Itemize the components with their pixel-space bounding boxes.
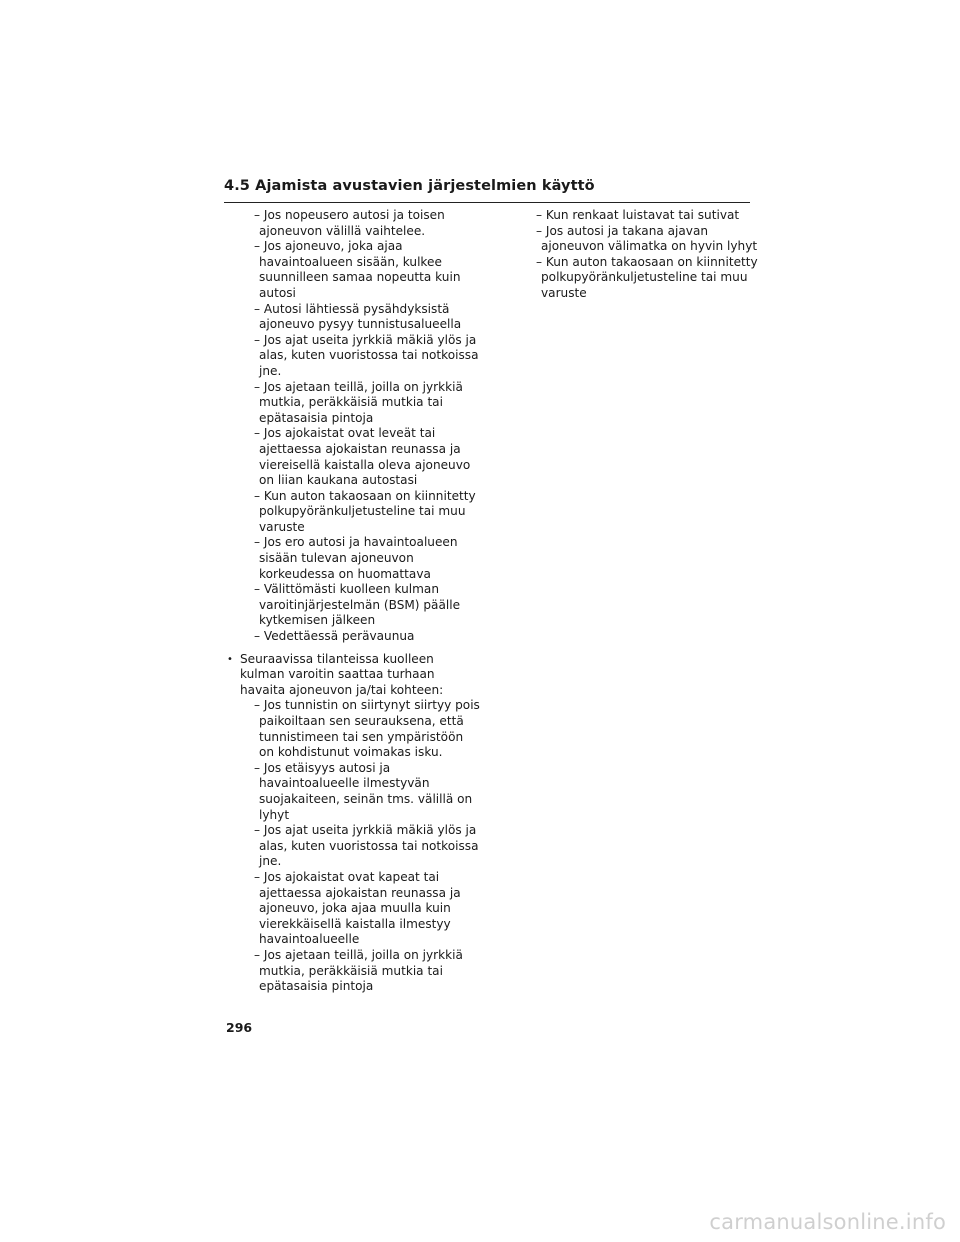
list-item-line: ajoneuvon välimatka on hyvin lyhyt [541,239,758,254]
list-item-line: ajoneuvo, joka ajaa muulla kuin [259,901,451,916]
list-item-line: ajoneuvo pysyy tunnistusalueella [259,317,462,332]
list-item-line: havaintoalueelle [259,932,360,947]
right-column [524,208,758,302]
dash-list-item [524,208,754,224]
list-item-line: suojakaiteen, seinän tms. välillä on [259,791,473,806]
list-item-line: varuste [541,285,587,300]
list-item-line: – Jos etäisyys autosi ja [254,760,391,775]
dash-list-item [242,823,479,870]
page-number: 296 [226,1020,253,1035]
list-item-line: korkeudessa on huomattava [259,566,431,581]
dash-list-item [524,223,758,255]
list-item-line: ajoneuvon välillä vaihtelee. [259,223,426,238]
list-item-line: – Jos ajat useita jyrkkiä mäkiä ylös ja [254,332,477,347]
list-item-line: – Jos ajoneuvo, joka ajaa [254,239,403,254]
list-item-line: on liian kaukana autostasi [259,473,418,488]
list-item-line: jne. [259,854,282,869]
watermark-text: carmanualsonline.info [709,1210,946,1234]
dash-list-item [242,489,476,536]
list-item-line: polkupyöränkuljetusteline tai muu [259,504,466,519]
list-item-line: autosi [259,285,296,300]
list-item-line: on kohdistunut voimakas isku. [259,745,443,760]
list-item-line: polkupyöränkuljetusteline tai muu [541,270,748,285]
list-item-line: varoitinjärjestelmän (BSM) päälle [259,597,461,612]
list-item-line: – Jos tunnistin on siirtynyt siirtyy pois [254,698,480,713]
list-item-line: sisään tulevan ajoneuvon [259,551,414,566]
left-column [226,208,480,995]
list-item-line: – Välittömästi kuolleen kulman [254,582,439,597]
list-item-line: – Jos ajetaan teillä, joilla on jyrkkiä [254,379,463,394]
dash-list-item [242,302,476,333]
bullet-line: kulman varoitin saattaa turhaan [240,667,435,682]
list-item-line: – Autosi lähtiessä pysähdyksistä [254,301,450,316]
bullet-sub-list [226,698,480,994]
section-header [224,178,750,203]
dash-list-item [242,582,476,629]
bullet-icon: • [227,653,233,665]
bullet-line: Seuraavissa tilanteissa kuolleen [240,651,434,666]
dash-list-item [242,629,476,645]
bullet-line: havaita ajoneuvon ja/tai kohteen: [240,682,444,697]
list-item-line: viereisellä kaistalla oleva ajoneuvo [259,457,471,472]
list-item-line: – Jos autosi ja takana ajavan [536,223,709,238]
list-item-line: lyhyt [259,807,290,822]
list-item-line: ajettaessa ajokaistan reunassa ja [259,441,461,456]
list-item-line: – Jos ajat useita jyrkkiä mäkiä ylös ja [254,823,477,838]
dash-list-item [242,535,476,582]
list-item-line: havaintoalueen sisään, kulkee [259,254,442,269]
section-title: 4.5 Ajamista avustavien järjestelmien käyttö [224,178,595,194]
list-item-line: – Jos ajetaan teillä, joilla on jyrkkiä [254,947,463,962]
dash-list-item [242,380,476,427]
list-item-line: – Jos ero autosi ja havaintoalueen [254,535,458,550]
list-item-line: mutkia, peräkkäisiä mutkia tai [259,395,443,410]
list-item-line: – Kun renkaat luistavat tai sutivat [536,208,740,222]
dash-list-item [242,761,476,823]
list-item-line: – Jos ajokaistat ovat kapeat tai [254,869,440,884]
dash-list-item [242,208,476,239]
list-item-line: alas, kuten vuoristossa tai notkoissa [259,838,479,853]
dash-list-item [242,948,476,995]
dash-list-item [242,698,480,760]
list-item-line: – Jos nopeusero autosi ja toisen [254,208,445,222]
dash-list-item [242,870,476,948]
list-item-line: havaintoalueelle ilmestyvän [259,776,430,791]
list-item-line: varuste [259,519,305,534]
list-item-line: – Kun auton takaosaan on kiinnitetty [536,254,758,269]
dash-list-item [524,254,758,302]
list-item-line: kytkemisen jälkeen [259,613,376,628]
dash-list-item [242,239,476,301]
list-item-line: jne. [259,363,282,378]
list-item-line: tunnistimeen tai sen ympäristöön [259,729,464,744]
list-item-line: paikoiltaan sen seurauksena, että [259,714,464,728]
list-item-line: – Vedettäessä perävaunua [254,629,415,644]
bullet-list-item [226,651,480,995]
list-item-line: – Jos ajokaistat ovat leveät tai [254,426,436,441]
list-item-line: – Kun auton takaosaan on kiinnitetty [254,488,476,503]
list-item-line: ajettaessa ajokaistan reunassa ja [259,885,461,900]
dash-list-item [242,332,479,380]
list-item-line: suunnilleen samaa nopeutta kuin [259,270,461,285]
list-item-line: epätasaisia pintoja [259,979,374,994]
list-item-line: alas, kuten vuoristossa tai notkoissa [259,348,479,363]
list-item-line: vierekkäisellä kaistalla ilmestyy [259,916,451,931]
list-item-line: mutkia, peräkkäisiä mutkia tai [259,963,443,978]
list-item-line: epätasaisia pintoja [259,410,374,425]
dash-list-item [242,426,476,488]
